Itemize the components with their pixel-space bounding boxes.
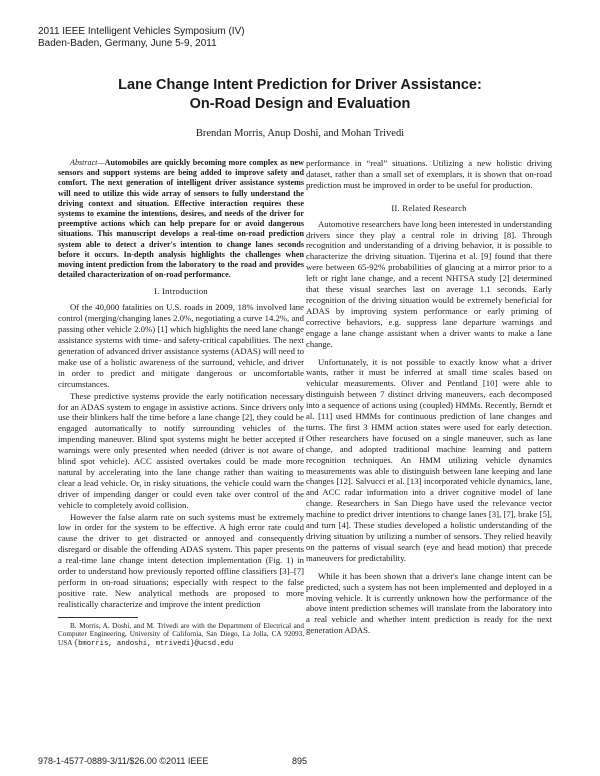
author-footnote xyxy=(58,622,304,649)
page-number: 895 xyxy=(292,756,308,766)
related-paragraph-2: Unfortunately, it is not possible to exactly know what a driver wants, rather it must be inferred at small time scales based on vehicular measurements. Oliver and Pentland [10] were able to distinguish between 7 distinct driving maneuvers, each decomposed into a sequence of actions using (coupled) HMMs. Recently, Berndt et al. [11] used HMMs for continuous prediction of lane changes and turns. The first 3 HMM action states were used for early detection. Other researchers have focused on a single maneuver, such as lane change, and adopted traditional machine learning and pattern recognition techniques. An HMM utilizing vehicle dynamics measurements was able to distinguish between lane keeping and lane changes [12]. Salvucci et al. [13] incorporated vehicle dynamics, lane, and ACC radar information into a driver cognitive model of lane change. Researchers in San Diego have used the relevance vector machine to predict driver intentions to change lanes [3], [7], brake [5], and turn [4]. These studies developed a holistic understanding of the driving situation by utilizing a number of sensors. They relied heavily on the patterns of visual search (eye and head motion) that precede maneuvers for predictability. xyxy=(306,356,552,563)
abstract-text: Automobiles are quickly becoming more complex as new sensors and support systems are being added to improve safety and comfort. The next generation of intelligent driver assistance systems will need to utilize this wide array of sensors to fully understand the driving context and situation. Effective interaction requires these systems to examine the intentions, desires, and needs of the driver for preemptive actions which can help prepare for or avoid dangerous situations. This manuscript develops a real-time on-road prediction system able to detect a driver's intention to change lanes seconds before it occurs. In-depth analysis highlights the challenges when moving intent prediction from the laboratory to the road and provides detailed characterization of on-road performance. xyxy=(58,158,304,280)
related-paragraph-3: While it has been shown that a driver's lane change intent can be predicted, such a system has not been implemented and deployed in a moving vehicle. It is currently unknown how the performance of the above intent prediction schemes will translate from the laboratory into a real vehicle and whether intent prediction is ready for the next generation ADAS. xyxy=(306,570,552,636)
related-paragraph-1: Automotive researchers have long been interested in understanding drivers since they play a central role in driving [8]. Through recognition and understanding of a driving behavior, it is possible to characterize the driving situation. Tijerina et al. [9] found that there were between 65-92% probabilities of glancing at a mirror prior to a left or right lane change, and a recent NHTSA study [2] determined that these visual searches last on average 1.1 seconds. Early recognition of the driving situation would be extremely beneficial for ADAS by improving system performance or early priming of corrective behaviors, e.g. suppress lane departure warnings and engage a lane change assistant when a driver wants to make a lane change. xyxy=(306,218,552,349)
left-column xyxy=(58,158,304,649)
footnote-email: {bmorris, andoshi, mtrivedi}@ucsd.edu xyxy=(73,640,234,649)
footnote-divider xyxy=(58,617,138,618)
intro-paragraph-2: These predictive systems provide the early notification necessary for an ADAS system to engage in assistive actions. Since drivers only use their blinkers half the time before a lane change [2], they could be engaged automatically to notify surrounding vehicles of the impending maneuver. Blind spot systems might be better accepted if warnings were only presented when needed (driver is not aware of blind spot vehicle). ACC assisted overtakes could be made more natural by accelerating into the lane change rather than waiting to clear a lead vehicle. Or, in risky situations, the vehicle could warn the driver of impending danger or could even take over control of the vehicle to completely avoid collision. xyxy=(58,390,304,510)
paper-title xyxy=(40,76,560,114)
conference-name: 2011 IEEE Intelligent Vehicles Symposium (IV) xyxy=(38,26,245,37)
conference-location: Baden-Baden, Germany, June 5-9, 2011 xyxy=(38,38,217,49)
author-list: Brendan Morris, Anup Doshi, and Mohan Trivedi xyxy=(195,128,405,139)
intro-paragraph-1: Of the 40,000 fatalities on U.S. roads in 2009, 18% involved lane control (merging/changing lanes 2.0%, negotiating a curve 14.2%, and passing other vehicle 2.0%) [1] which highlights the need lane change assistance systems with time- and safety-critical capabilities. The next generation of advanced driver assistance systems (ADAS) will need to make use of a holistic awareness of the surround, vehicle, and driver in order to predict and mitigate dangerous or uncomfortable circumstances. xyxy=(58,302,304,389)
copyright-line: 978-1-4577-0889-3/11/$26.00 ©2011 IEEE xyxy=(38,756,209,766)
intro-continuation: performance in “real” situations. Utilizing a new holistic driving dataset, rather than a small set of exemplars, it is shown that on-road prediction must be improved in order to be useful for production. xyxy=(306,158,552,190)
right-column xyxy=(306,158,552,636)
conference-header xyxy=(38,26,245,50)
section-heading-related-research: II. Related Research xyxy=(391,202,467,213)
footnote-text: B. Morris, A. Doshi, and M. Trivedi are with the Department of Electrical and Computer Engineering, University of California, San Diego, La Jolla, CA 92093, USA xyxy=(58,621,304,648)
title-line-2: On-Road Design and Evaluation xyxy=(189,96,411,112)
abstract xyxy=(58,158,304,280)
intro-paragraph-3: However the false alarm rate on such systems must be extremely low in order for the system to be effective. A high error rate could cause the driver to get distracted or annoyed and consequently disregard or disable the offending ADAS system. This paper presents a real-time lane change intent detection implementation (Fig. 1) in order to understand how previously reported offline classifiers [3]–[7] perform in on-road situations; especially with respect to the false positive rate. New analytical methods are proposed to more realistically characterize and improve the intent prediction xyxy=(58,511,304,609)
section-heading-introduction: I. Introduction xyxy=(154,286,208,297)
title-line-1: Lane Change Intent Prediction for Driver Assistance: xyxy=(118,77,482,93)
abstract-lead: Abstract— xyxy=(70,158,105,167)
